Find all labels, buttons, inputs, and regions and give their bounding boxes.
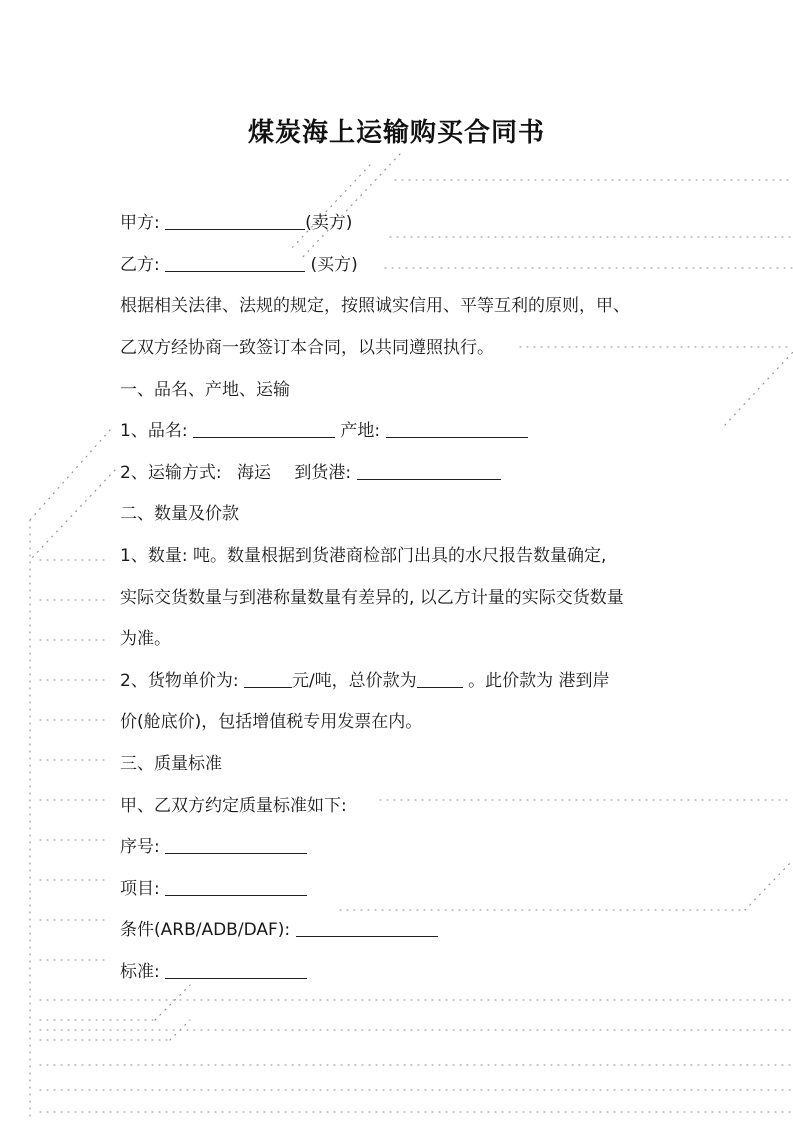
serial-label: 序号: xyxy=(120,837,160,857)
section-3-heading: 三、质量标准 xyxy=(120,754,222,774)
section-2-heading: 二、数量及价款 xyxy=(120,504,239,524)
party-a-label: 甲方: xyxy=(120,213,160,233)
terms-blank[interactable] xyxy=(296,918,438,937)
product-name-label: 1、品名: xyxy=(120,421,188,441)
destination-port-label: 到货港: xyxy=(294,463,352,483)
serial-blank[interactable] xyxy=(165,835,307,854)
intro-line-2: 乙双方经协商一致签订本合同，以共同遵照执行。 xyxy=(120,338,494,358)
transport-label: 2、运输方式: xyxy=(120,463,222,483)
quantity-line-3: 为准。 xyxy=(120,629,171,649)
total-price-blank[interactable] xyxy=(417,669,463,688)
origin-label: 产地: xyxy=(340,421,381,441)
transport-mode: 海运 xyxy=(236,463,271,483)
party-a-line xyxy=(120,211,352,235)
party-b-role: (买方) xyxy=(310,255,358,275)
total-price-label: 元/吨，总价款为 xyxy=(291,671,417,691)
item-line xyxy=(120,877,307,901)
party-b-line xyxy=(120,253,358,277)
price-terms-text: 。此价款为 港到岸 xyxy=(468,671,610,691)
product-name-line xyxy=(120,419,528,443)
standard-label: 标准: xyxy=(120,962,160,982)
serial-line xyxy=(120,835,307,859)
party-b-label: 乙方: xyxy=(120,255,160,275)
quality-intro: 甲、乙双方约定质量标准如下: xyxy=(120,796,347,816)
quantity-line-1: 1、数量: 吨。数量根据到货港商检部门出具的水尺报告数量确定, xyxy=(120,546,607,566)
item-blank[interactable] xyxy=(165,877,307,896)
terms-line xyxy=(120,918,438,942)
party-a-role: (卖方) xyxy=(305,213,353,233)
item-label: 项目: xyxy=(120,879,160,899)
unit-price-blank[interactable] xyxy=(244,669,292,688)
unit-price-label: 2、货物单价为: xyxy=(120,671,239,691)
document-title: 煤炭海上运输购买合同书 xyxy=(247,118,545,148)
section-1-heading: 一、品名、产地、运输 xyxy=(120,380,290,400)
party-a-blank[interactable] xyxy=(165,211,305,230)
party-b-blank[interactable] xyxy=(165,253,305,272)
price-line-1 xyxy=(120,669,610,693)
origin-blank[interactable] xyxy=(386,419,528,438)
quantity-line-2: 实际交货数量与到港称量数量有差异的, 以乙方计量的实际交货数量 xyxy=(120,588,624,608)
product-name-blank[interactable] xyxy=(193,419,335,438)
destination-port-blank[interactable] xyxy=(357,461,501,480)
standard-blank[interactable] xyxy=(165,960,307,979)
price-line-2: 价(舱底价)，包括增值税专用发票在内。 xyxy=(120,712,423,732)
terms-label: 条件(ARB/ADB/DAF): xyxy=(120,920,291,940)
standard-line xyxy=(120,960,307,984)
intro-line-1: 根据相关法律、法规的规定，按照诚实信用、平等互利的原则，甲、 xyxy=(120,296,630,316)
transport-line xyxy=(120,461,501,485)
